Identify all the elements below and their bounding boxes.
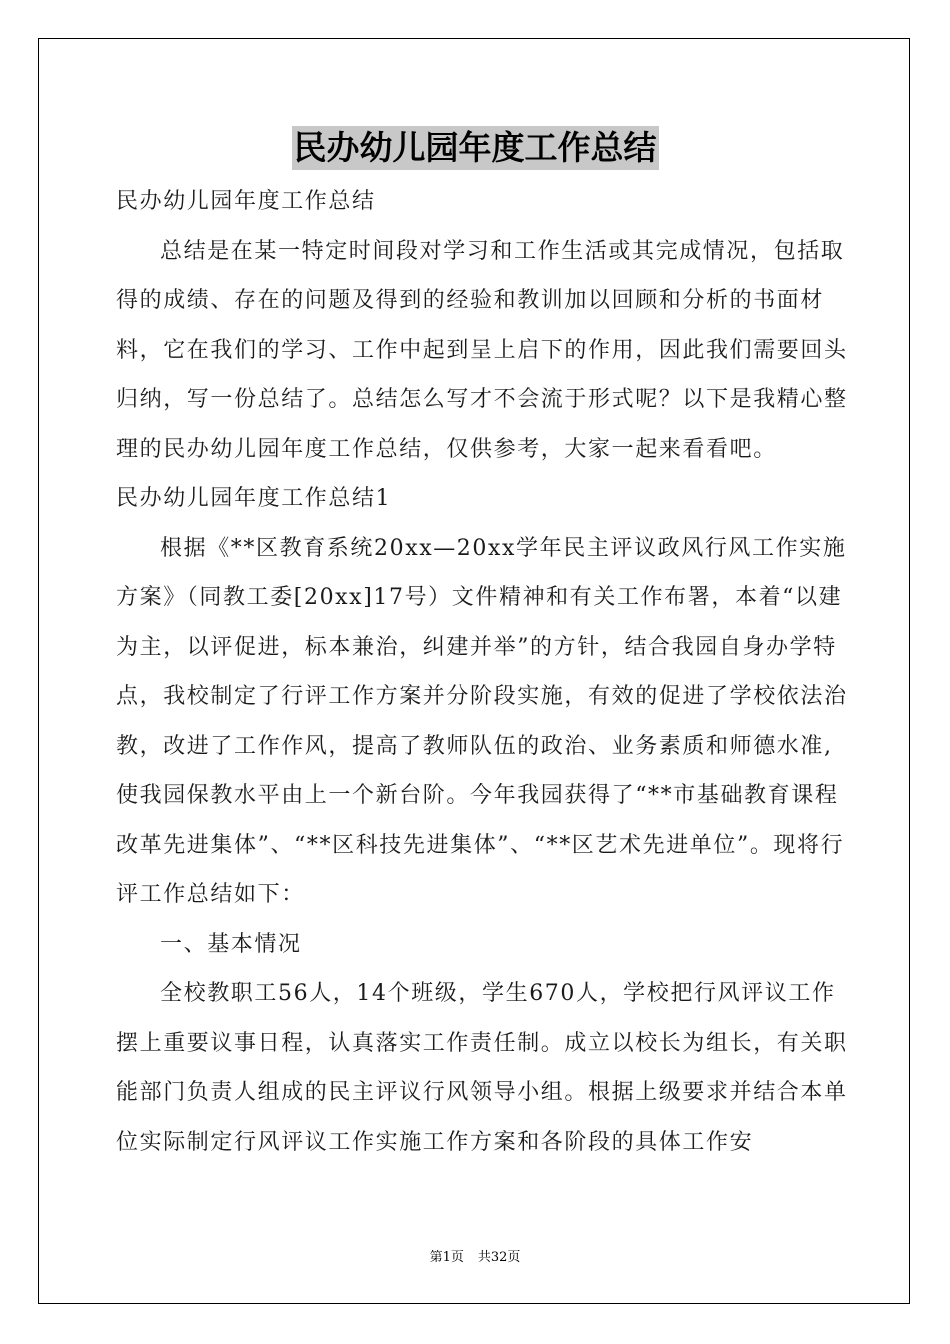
page-total: 共32页 [477, 1250, 521, 1265]
document-body [116, 177, 856, 1167]
paragraph: 民办幼儿园年度工作总结1 [116, 486, 392, 511]
document-title: 民办幼儿园年度工作总结 [292, 126, 659, 170]
paragraph: 总结是在某一特定时间段对学习和工作生活或其完成情况，包括取得的成绩、存在的问题及得到的经验和教训加以回顾和分析的书面材料，它在我们的学习、工作中起到呈上启下的作用，因此我们需要回头归纳，写一份总结了。总结怎么写才不会流于形式呢？以下是我精心整理的民办幼儿园年度工作总结，仅供参考，大家一起来看看吧。 [116, 238, 848, 462]
paragraph: 民办幼儿园年度工作总结 [116, 189, 376, 214]
title-container [0, 126, 950, 170]
paragraph: 根据《**区教育系统20xx—20xx学年民主评议政风行风工作实施方案》（同教工委[20xx]17号）文件精神和有关工作布署，本着“以建为主，以评促进，标本兼治，纠建并举”的方针，结合我园自身办学特点，我校制定了行评工作方案并分阶段实施，有效的促进了学校依法治教，改进了工作作风，提高了教师队伍的政治、业务素质和师德水准,使我园保教水平由上一个新台阶。今年我园获得了“**市基础教育课程改革先进集体”、“**区科技先进集体”、“**区艺术先进单位”。现将行评工作总结如下： [116, 535, 848, 907]
section-heading: 一、基本情况 [160, 931, 302, 957]
page-footer [0, 1246, 950, 1265]
page-number: 第1页 [429, 1250, 464, 1265]
paragraph: 全校教职工56人，14个班级，学生670人，学校把行风评议工作摆上重要议事日程，认真落实工作责任制。成立以校长为组长，有关职能部门负责人组成的民主评议行风领导小组。根据上级要求并结合本单位实际制定行风评议工作实施工作方案和各阶段的具体工作安 [116, 981, 848, 1155]
